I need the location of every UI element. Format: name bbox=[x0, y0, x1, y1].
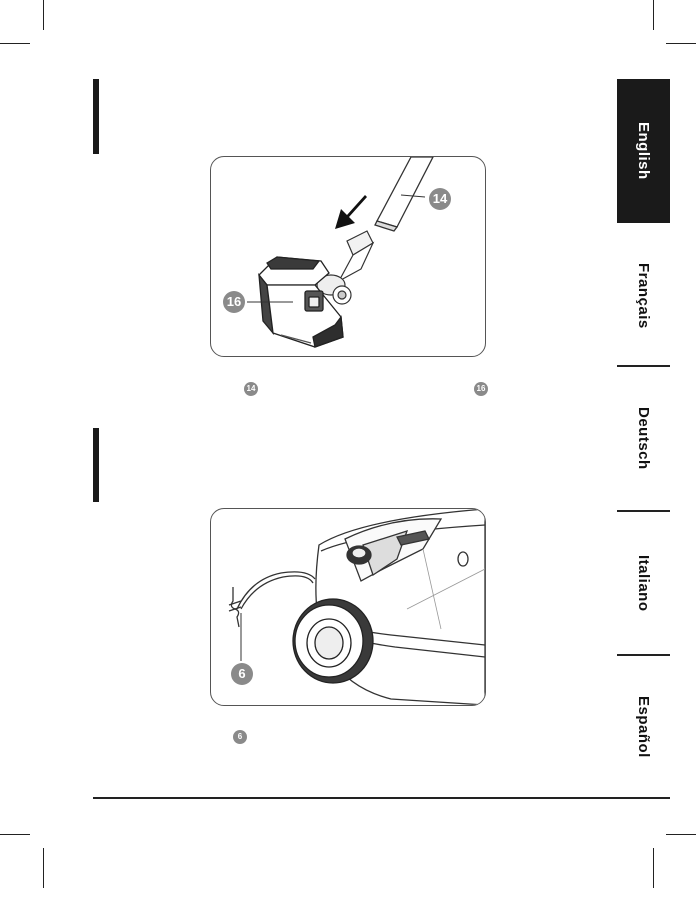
language-tab-label: Italiano bbox=[635, 554, 652, 612]
language-tab-francais[interactable] bbox=[617, 228, 670, 364]
language-tab-label: Français bbox=[635, 263, 652, 329]
caption-ref-brush: 16 bbox=[474, 382, 488, 396]
figure-power-cord bbox=[210, 508, 486, 706]
caption-ref-cord: 6 bbox=[233, 730, 247, 744]
footer-rule bbox=[93, 797, 670, 799]
caption-ref-pipe: 14 bbox=[244, 382, 258, 396]
language-tab-divider bbox=[617, 365, 670, 367]
figure-floor-brush bbox=[210, 156, 486, 357]
callout-badge-16: 16 bbox=[223, 291, 245, 313]
callout-badge-14: 14 bbox=[429, 188, 451, 210]
section-marker-2 bbox=[93, 428, 99, 502]
insert-arrow bbox=[335, 195, 367, 229]
language-tab-italiano[interactable] bbox=[617, 513, 670, 653]
pipe-drawing bbox=[375, 157, 433, 231]
callout-badge-6: 6 bbox=[231, 663, 253, 685]
vacuum-wheel-drawing bbox=[293, 599, 373, 683]
language-tab-label: Español bbox=[635, 696, 652, 758]
floor-brush-illustration bbox=[211, 157, 485, 356]
section-marker-1 bbox=[93, 79, 99, 154]
language-tab-label: Deutsch bbox=[635, 406, 652, 470]
language-tab-deutsch[interactable] bbox=[617, 368, 670, 508]
language-tab-english[interactable] bbox=[617, 79, 670, 223]
language-tab-espanol[interactable] bbox=[617, 657, 670, 797]
language-tab-divider bbox=[617, 654, 670, 656]
language-tab-divider bbox=[617, 510, 670, 512]
language-tab-label: English bbox=[635, 122, 652, 180]
